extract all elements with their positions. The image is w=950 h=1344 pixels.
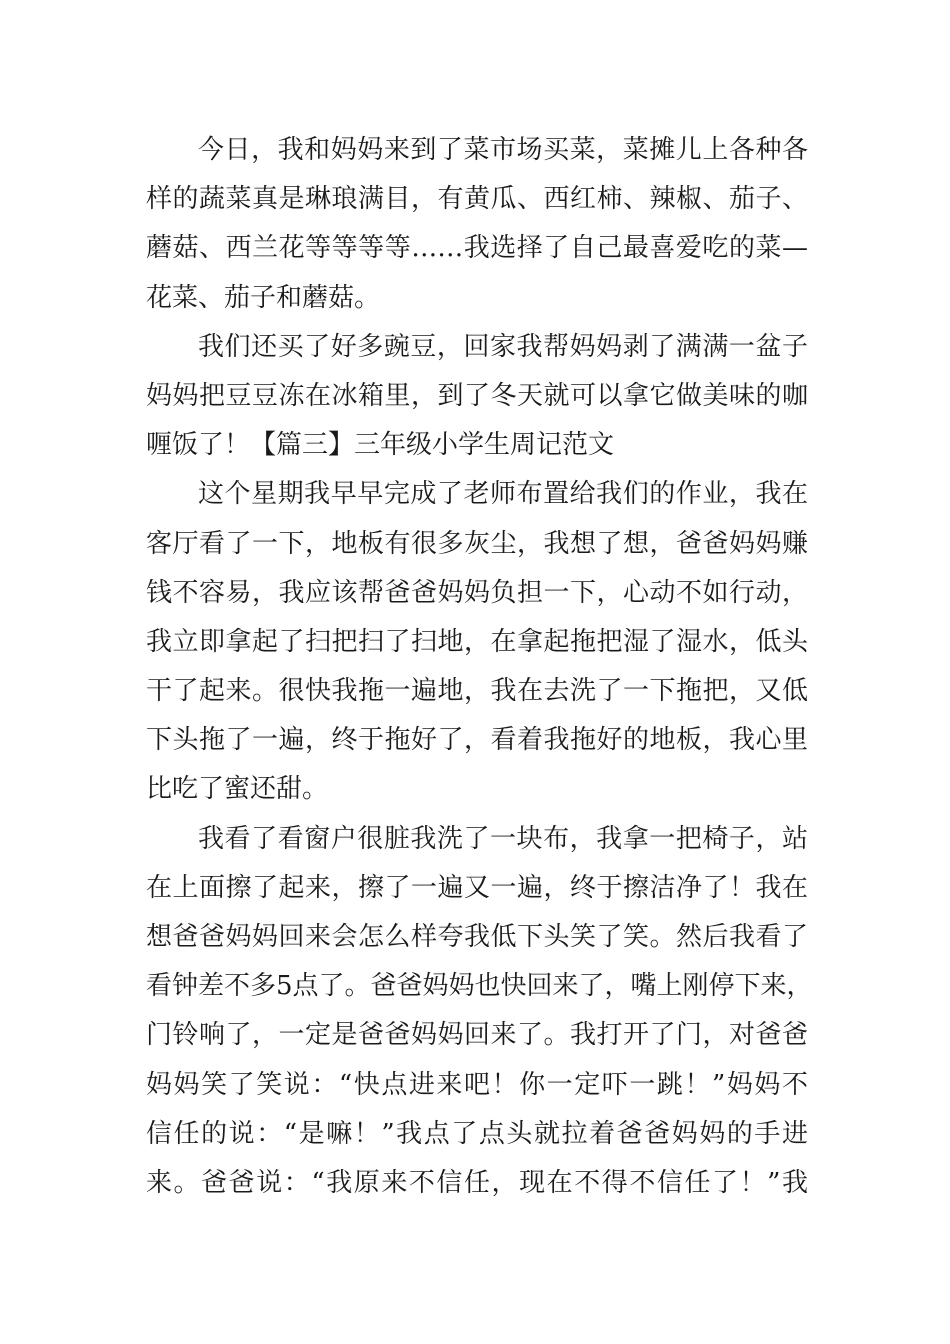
text-line: 下头拖了一遍，终于拖好了，看着我拖好的地板，我心里 [146,725,808,756]
text-line: 比吃了蜜还甜。 [146,774,329,805]
text-line: 蘑菇、西兰花等等等等……我选择了自己最喜爱吃的菜— [146,233,808,264]
text-line: 想爸爸妈妈回来会怎么样夸我低下头笑了笑。然后我看了 [146,922,808,952]
text-line: 我们还买了好多豌豆，回家我帮妈妈剥了满满一盆子 [198,331,808,362]
text-line: 干了起来。很快我拖一遍地，我在去洗了一下拖把，又低 [146,676,808,707]
text-line: 我看了看窗户很脏我洗了一块布，我拿一把椅子，站 [198,823,808,854]
text-line: 喱饭了！【篇三】三年级小学生周记范文 [146,430,615,461]
text-line: 我立即拿起了扫把扫了扫地，在拿起拖把湿了湿水，低头 [146,626,808,657]
text-line: 在上面擦了起来，擦了一遍又一遍，终于擦洁净了！我在 [146,872,808,903]
text-line: 信任的说：“是嘛！”我点了点头就拉着爸爸妈妈的手进 [146,1118,808,1149]
text-line: 钱不容易，我应该帮爸爸妈妈负担一下，心动不如行动， [146,577,808,608]
body-text [146,126,813,1208]
text-line: 妈妈笑了笑说：“快点进来吧！你一定吓一跳！”妈妈不 [146,1069,808,1100]
text-line: 花菜、茄子和蘑菇。 [146,282,381,313]
text-line: 样的蔬菜真是琳琅满目，有黄瓜、西红柿、辣椒、茄子、 [146,184,808,215]
text-line: 妈妈把豆豆冻在冰箱里，到了冬天就可以拿它做美味的咖 [146,380,808,411]
text-line: 这个星期我早早完成了老师布置给我们的作业，我在 [198,479,808,510]
text-line: 今日，我和妈妈来到了菜市场买菜，菜摊儿上各种各 [198,135,808,165]
text-line: 门铃响了，一定是爸爸妈妈回来了。我打开了门，对爸爸 [146,1020,808,1051]
text-line: 来。爸爸说：“我原来不信任，现在不得不信任了！”我 [146,1167,808,1198]
text-line: 客厅看了一下，地板有很多灰尘，我想了想，爸爸妈妈赚 [146,528,808,559]
text-line: 看钟差不多5点了。爸爸妈妈也快回来了，嘴上刚停下来， [146,971,813,1002]
